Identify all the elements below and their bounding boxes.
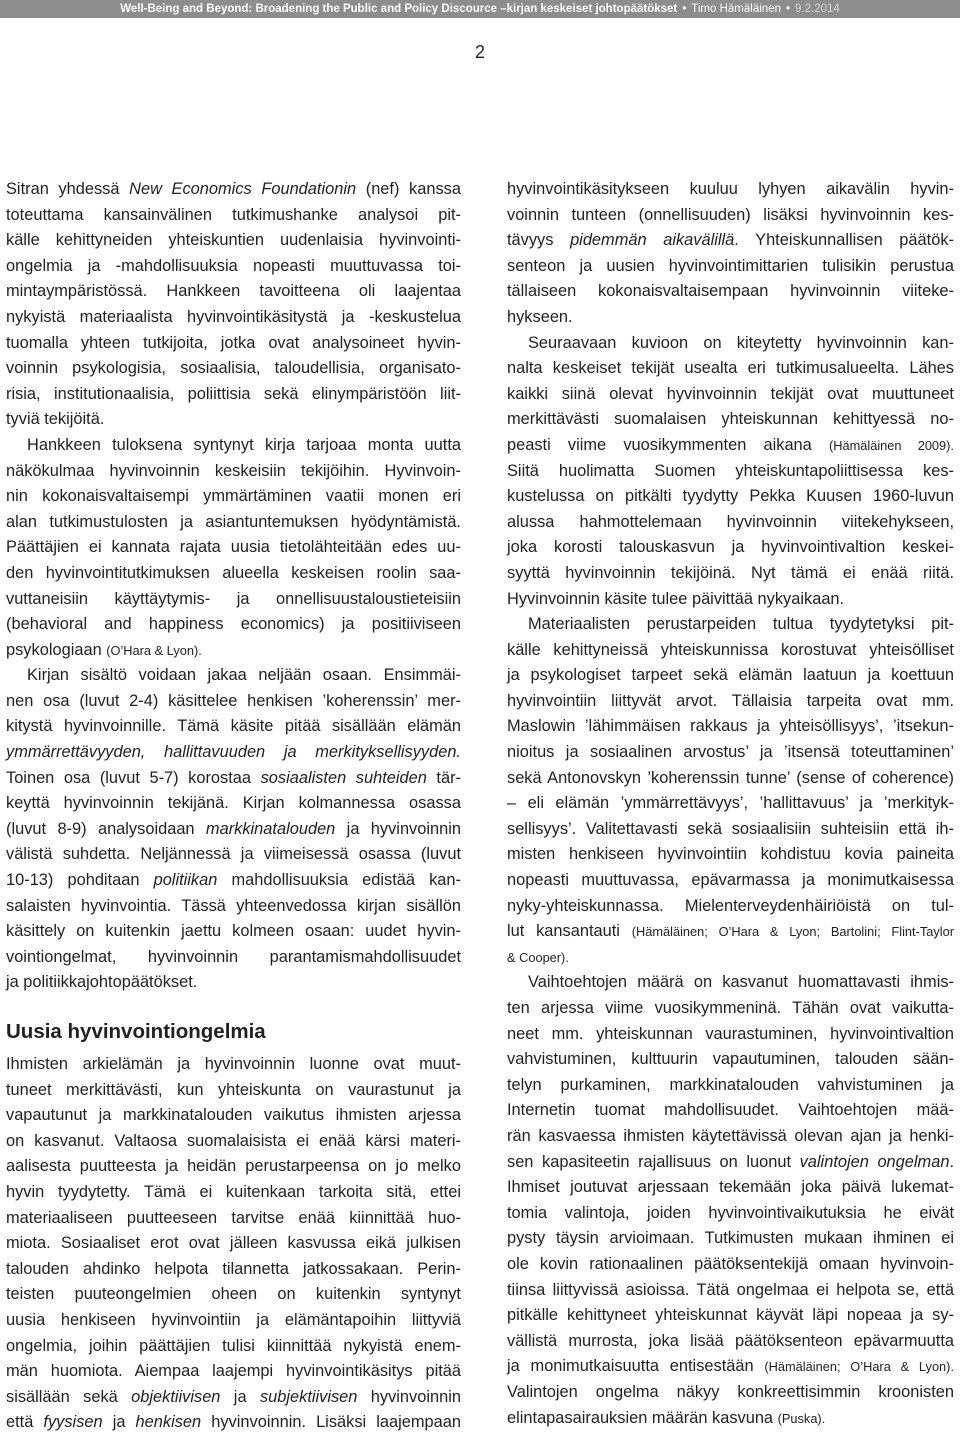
citation: (O’Hara & Lyon). xyxy=(106,642,202,658)
text-run: ja monimutkaisuutta entisestään xyxy=(507,1357,765,1376)
text-line xyxy=(507,996,954,1022)
text-run: Materiaalisten perustarpeiden tultua tyydytetyksi pit- xyxy=(528,615,954,634)
text-line xyxy=(6,689,461,715)
text-run: käsittely on kuitenkin jaettu kolmeen osaan: uudet hyvin- xyxy=(6,922,461,941)
text-run: neet mm. yhteiskunnan vaurastuminen, hyvinvointivaltion xyxy=(507,1024,954,1043)
text-run: vapautunut ja markkinatalouden vaikutus ihmisten arjessa xyxy=(6,1106,461,1125)
text-run: on kasvanut. Valtaosa suomalaisista ei enää kärsi materi- xyxy=(6,1131,461,1150)
text-line xyxy=(507,535,954,561)
section-heading: Uusia hyvinvointiongelmia xyxy=(6,1020,266,1043)
paragraph xyxy=(6,433,461,663)
text-line xyxy=(6,894,461,920)
text-run: teisten puuteongelmien oheen on kuitenkin syntynyt xyxy=(6,1285,461,1304)
text-run: pysty täysin arvioimaan. Tutkimusten mukaan ihminen ei xyxy=(507,1229,954,1248)
text-line xyxy=(507,459,954,485)
text-line xyxy=(507,177,954,203)
text-run: Siitä huolimatta Suomen yhteiskuntapoliittisessa kes- xyxy=(507,461,954,480)
text-line xyxy=(6,1308,461,1334)
text-run: (nef) kanssa xyxy=(356,180,461,198)
text-run: että xyxy=(6,1413,44,1432)
text-line xyxy=(6,945,461,971)
text-line xyxy=(6,459,461,485)
text-line xyxy=(507,842,954,868)
text-run: senteon ja uusien hyvinvointimittarien tulisikin perustua xyxy=(507,256,954,275)
text-run: hyvinvointiin liittyvät arvot. Tällaisia tarpeita ovat mm. xyxy=(507,691,954,710)
text-line xyxy=(507,766,954,792)
text-line xyxy=(6,1078,461,1104)
text-line xyxy=(6,791,461,817)
text-line xyxy=(6,663,461,689)
text-line xyxy=(6,1231,461,1257)
text-run: tär- xyxy=(426,768,461,787)
text-line xyxy=(507,689,954,715)
text-run: peasti viime vuosikymmenten aikana xyxy=(507,435,829,454)
text-line xyxy=(507,970,954,996)
text-run: psykologiaan xyxy=(6,640,107,659)
text-line xyxy=(507,1175,954,1201)
text-run: talouden ahdinko helpota tilannetta jatkossakaan. Perin- xyxy=(6,1259,461,1278)
text-line xyxy=(6,970,461,996)
text-line xyxy=(507,587,954,613)
text-line xyxy=(507,382,954,408)
text-line xyxy=(6,612,461,638)
citation: (Hämäläinen; O’Hara & Lyon; Bartolini; Flint-Taylor xyxy=(631,924,954,940)
text-run: sen kapasiteetin rajallisuus on luonut xyxy=(507,1152,800,1171)
text-line xyxy=(6,1052,461,1078)
text-run: hyvinvoinnin xyxy=(357,1387,461,1406)
text-run: kitystä hyvinvoinnille. Tämä käsite pitää sisällään elämän xyxy=(6,717,461,736)
text-line xyxy=(6,1103,461,1129)
text-run: Kirjan sisältö voidaan jakaa neljään osaan. Ensimmäi- xyxy=(27,666,461,685)
text-line xyxy=(6,561,461,587)
text-run: näkökulmaa hyvinvoinnin keskeisiin tekijöihin. Hyvinvoin- xyxy=(6,461,461,480)
text-run: vointiongelmat, hyvinvoinnin parantamismahdollisuudet xyxy=(6,947,461,966)
text-run: Sitran yhdessä xyxy=(6,180,130,198)
text-run: (behavioral and happiness economics) ja positiiviseen xyxy=(6,615,461,634)
text-run: joka korosti talouskasvun ja hyvinvointivaltion keskei- xyxy=(507,538,954,557)
text-line xyxy=(6,484,461,510)
text-run: nykyistä materiaalista hyvinvointikäsitystä ja -keskustelua xyxy=(6,307,461,326)
text-run: ole kovin rationaalinen päätöksentekijä omaan hyvinvoin- xyxy=(507,1254,954,1273)
text-line xyxy=(507,356,954,382)
text-run: män huomiota. Aiempaa laajempi hyvinvointikäsitys pitää xyxy=(6,1362,461,1381)
text-line xyxy=(507,894,954,920)
text-run: mahdollisuuksia edistää kan- xyxy=(217,871,461,890)
text-line xyxy=(507,1380,954,1406)
text-run: – eli elämän ’ymmärrettävyys’, ’hallittavuus’ ja ’merkityk- xyxy=(507,794,954,813)
text-run: telyn purkaminen, markkinatalouden vahvistuminen ja xyxy=(507,1075,954,1094)
paragraph xyxy=(507,177,954,331)
right-text-column xyxy=(507,177,954,1431)
text-run: tuneet merkittävästi, kun yhteiskunta on vaurastunut ja xyxy=(6,1080,461,1099)
header-title: Well-Being and Beyond: Broadening the Public and Policy Discource –kirjan keskeiset johtopäätökset xyxy=(120,3,678,15)
italic-run: henkisen xyxy=(135,1413,202,1432)
text-run: keyttä hyvinvoinnin tekijänä. Kirjan kolmannessa osassa xyxy=(6,794,461,813)
text-line xyxy=(507,1329,954,1355)
text-line xyxy=(6,1206,461,1232)
text-run: mintaympäristössä. Hankkeen tavoitteena oli laajentaa xyxy=(6,282,461,301)
citation: (Hämäläinen 2009). xyxy=(828,437,954,453)
text-line xyxy=(6,382,461,408)
italic-run: ymmärrettävyyden, hallittavuuden ja merkityksellisyyden. xyxy=(6,743,461,762)
italic-run: New Economics Foundationin xyxy=(129,180,357,198)
text-line xyxy=(6,1257,461,1283)
text-line xyxy=(6,535,461,561)
text-line xyxy=(507,1303,954,1329)
text-line xyxy=(507,714,954,740)
paragraph xyxy=(507,970,954,1431)
text-line xyxy=(507,1047,954,1073)
text-run: miota. Sosiaaliset erot ovat jälleen kasvussa eikä julkisen xyxy=(6,1234,461,1253)
text-line xyxy=(507,1406,954,1432)
text-line xyxy=(507,1201,954,1227)
text-line xyxy=(507,1354,954,1380)
text-line xyxy=(507,817,954,843)
text-run: hyvin tyydytetty. Tämä ei kuitenkaan tarkoita sitä, ettei xyxy=(6,1182,461,1201)
text-line xyxy=(507,484,954,510)
text-run: (luvut 8-9) analysoidaan xyxy=(6,819,206,838)
text-line xyxy=(6,1410,461,1436)
italic-run: objektiivisen xyxy=(131,1387,221,1406)
italic-run: subjektiivisen xyxy=(259,1387,358,1406)
text-run: nyky-yhteiskunnassa. Mielenterveydenhäiriöistä on tul- xyxy=(507,896,954,915)
text-line xyxy=(507,1073,954,1099)
text-line xyxy=(6,842,461,868)
text-run: rän kasvaessa ihmisten käytettävissä olevan ajan ja henki- xyxy=(507,1126,954,1145)
text-line xyxy=(6,587,461,613)
text-line xyxy=(507,1022,954,1048)
text-line xyxy=(6,510,461,536)
text-run: kustelussa on pitkälti tyydytty Pekka Kuusen 1960-luvun xyxy=(507,487,954,506)
paragraph xyxy=(6,663,461,996)
header-separator: • xyxy=(785,3,791,15)
text-line xyxy=(6,279,461,305)
text-run: hyvinvointikäsitykseen kuuluu lyhyen aikavälin hyvin- xyxy=(507,180,954,198)
text-line xyxy=(507,433,954,459)
text-run: Valintojen ongelma näkyy konkreettisimmin kroonisten xyxy=(507,1382,954,1401)
text-run: Hankkeen tuloksena syntynyt kirja tarjoaa monta uutta xyxy=(27,435,461,454)
text-line xyxy=(507,561,954,587)
text-line xyxy=(507,407,954,433)
text-run: den hyvinvointitutkimuksen alueella keskeisen roolin saa- xyxy=(6,563,461,582)
text-run: sekä Antonovskyn ’koherenssin tunne’ (sense of coherence) xyxy=(507,768,954,787)
text-run: hykseen. xyxy=(507,307,573,326)
text-run: pitkälle kehittyneet yhteiskunnat käyvät läpi nopeaa ja sy- xyxy=(507,1306,954,1325)
text-line xyxy=(6,1129,461,1155)
text-line xyxy=(6,1282,461,1308)
text-line xyxy=(6,433,461,459)
text-run: sisällään sekä xyxy=(6,1387,132,1406)
text-line xyxy=(507,612,954,638)
text-run: källe kehittyneiden yhteiskuntien uudenlaisia hyvinvointi- xyxy=(6,231,461,250)
text-run: syyttä hyvinvoinnin tekijöinä. Nyt tämä ei enää riitä. xyxy=(507,563,954,582)
text-run: Hyvinvoinnin käsite tulee päivittää nykyaikaan. xyxy=(507,589,845,608)
text-run: tyviä tekijöitä. xyxy=(6,410,105,429)
text-run: tävyys xyxy=(507,231,571,250)
text-run: nen osa (luvut 2-4) käsittelee henkisen ’koherenssin’ mer- xyxy=(6,691,461,710)
text-line xyxy=(507,1098,954,1124)
header-author: Timo Hämäläinen xyxy=(691,3,781,15)
text-line xyxy=(6,868,461,894)
text-run: Seuraavaan kuvioon on kiteytetty hyvinvoinnin kan- xyxy=(528,333,954,352)
left-text-column xyxy=(6,177,461,1436)
text-line xyxy=(507,228,954,254)
italic-run: pidemmän aikavälillä xyxy=(570,231,735,250)
text-run: uusia henkiseen hyvinvointiin ja elämäntapoihin liittyviä xyxy=(6,1310,461,1329)
paragraph xyxy=(6,177,461,433)
text-run: ongelmia ja -mahdollisuuksia nopeasti muuttuvassa toi- xyxy=(6,256,461,275)
italic-run: fyysisen xyxy=(43,1413,103,1432)
text-run: lut kansantauti xyxy=(507,922,632,941)
text-run: Vaihtoehtojen määrä on kasvanut huomattavasti ihmis- xyxy=(528,973,954,992)
text-run: misten henkiseen hyvinvointiin kohdistuu kovia paineita xyxy=(507,845,954,864)
text-line xyxy=(507,868,954,894)
text-run: voinnin psykologisia, sosiaalisia, taloudellisia, organisato- xyxy=(6,359,461,378)
text-run: ongelmia, joihin päättäjien tulisi kiinnittää nykyistä enem- xyxy=(6,1336,461,1355)
text-run: Maslowin ’lähimmäisen rakkaus ja yhteisöllisyys’, ’itsekun- xyxy=(507,717,954,736)
text-run: ja xyxy=(220,1387,260,1406)
text-run: alan tutkimustulosten ja asiantuntemuksen hyödyntämistä. xyxy=(6,512,461,531)
text-line xyxy=(6,254,461,280)
text-line xyxy=(507,945,954,971)
text-line xyxy=(6,740,461,766)
text-run: toteuttama kansainvälinen tutkimushanke analysoi pit- xyxy=(6,205,461,224)
paragraph xyxy=(6,1052,461,1436)
text-line xyxy=(6,356,461,382)
text-line xyxy=(6,638,461,664)
text-run: hyvinvoinnin. Lisäksi laajempaan xyxy=(201,1413,461,1432)
text-run: Internetin tuomat mahdollisuudet. Vaihtoehtojen mää- xyxy=(507,1101,954,1120)
text-line xyxy=(6,1334,461,1360)
text-line xyxy=(507,1124,954,1150)
text-line xyxy=(507,919,954,945)
text-line xyxy=(6,407,461,433)
text-line xyxy=(507,305,954,331)
text-line xyxy=(507,638,954,664)
text-run: vahvistuminen, kulttuurin vapautuminen, talouden sään- xyxy=(507,1050,954,1069)
citation: (Puska). xyxy=(777,1410,826,1426)
text-line xyxy=(507,1226,954,1252)
text-run: aalisesta puutteesta ja heidän perustarpeensa on jo melko xyxy=(6,1157,461,1176)
italic-run: markkinatalouden xyxy=(205,819,336,838)
italic-run: sosiaalisten suhteiden xyxy=(260,768,427,787)
page-number: 2 xyxy=(474,42,485,62)
text-run: källe kehittyneissä yhteiskunnissa korostuvat yhteisölliset xyxy=(507,640,954,659)
text-run: elintapasairauksien määrän kasvuna xyxy=(507,1408,778,1427)
text-run: tiinsa liittyvissä asioissa. Tätä ongelmaa ei helpota se, että xyxy=(507,1280,954,1299)
italic-run: valintojen ongelman xyxy=(799,1152,950,1171)
text-line xyxy=(6,1154,461,1180)
text-line xyxy=(507,740,954,766)
text-line xyxy=(6,1180,461,1206)
text-line xyxy=(507,663,954,689)
text-line xyxy=(6,203,461,229)
text-run: ja politiikkajohtopäätökset. xyxy=(6,973,198,992)
text-run: tällaiseen kokonaisvaltaisempaan hyvinvoinnin viiteke- xyxy=(507,282,954,301)
text-line xyxy=(507,791,954,817)
text-run: tomia valintoja, joiden hyvinvointivaikutuksia he eivät xyxy=(507,1203,954,1222)
citation: (Hämäläinen; O’Hara & Lyon). xyxy=(764,1359,954,1375)
text-line xyxy=(6,331,461,357)
text-line xyxy=(507,203,954,229)
text-run: ja hyvinvoinnin xyxy=(335,819,461,838)
text-run: . Yhteiskunnallisen päätök- xyxy=(734,231,954,250)
text-line xyxy=(507,331,954,357)
text-run: nalta keskeiset tekijät usealta eri tutkimusalueelta. Lähes xyxy=(507,359,954,378)
text-line xyxy=(507,279,954,305)
text-line xyxy=(507,1150,954,1176)
text-line xyxy=(6,1359,461,1385)
text-run: Ihmiset joutuvat arjessaan tekemään joka päivä lukemat- xyxy=(507,1178,954,1197)
text-line xyxy=(507,1278,954,1304)
paragraph xyxy=(507,612,954,970)
text-line xyxy=(507,1252,954,1278)
running-header xyxy=(0,0,960,18)
text-run: ja psykologiset tarpeet sekä elämän laatuun ja koettuun xyxy=(507,666,954,685)
text-line xyxy=(6,177,461,203)
text-run: välistä suhdetta. Neljännessä ja viimeisessä osassa (luvut xyxy=(6,845,461,864)
text-line xyxy=(6,1385,461,1411)
text-line xyxy=(6,305,461,331)
paragraph xyxy=(507,331,954,613)
header-separator: • xyxy=(682,3,687,15)
text-run: vällistä murrosta, joka lisää päätöksenteon epävarmuutta xyxy=(507,1331,954,1350)
text-line xyxy=(6,817,461,843)
text-run: ja xyxy=(102,1413,136,1432)
italic-run: politiikan xyxy=(153,871,218,890)
text-run: merkittävästi suomalaisen yhteiskunnan kehittyessä no- xyxy=(507,410,954,429)
text-run: Toinen osa (luvut 5-7) korostaa xyxy=(6,768,261,787)
text-run: tuomalla yhteen tutkijoita, jotka ovat analysoineet hyvin- xyxy=(6,333,461,352)
citation: & Cooper). xyxy=(507,949,569,965)
text-run: nopeasti muuttuvassa, epävarmassa ja monimutkaisessa xyxy=(507,871,954,890)
text-run: sellisyys’. Valitettavasti sekä sosiaalisiin suhteisiin että ih- xyxy=(507,819,954,838)
text-run: kaikki siinä olevat hyvinvoinnin tekijät ovat muuttuneet xyxy=(507,384,954,403)
text-line xyxy=(507,510,954,536)
text-line xyxy=(6,919,461,945)
text-line xyxy=(6,228,461,254)
text-run: Ihmisten arkielämän ja hyvinvoinnin luonne ovat muut- xyxy=(6,1055,461,1073)
text-run: 10-13) pohditaan xyxy=(6,871,154,890)
text-run: vuttaneisiin käyttäytymis- ja onnellisuustaloustieteisiin xyxy=(6,589,461,608)
header-date: 9.2.2014 xyxy=(795,3,840,15)
text-line xyxy=(6,714,461,740)
text-run: nin kokonaisvaltaisempi ymmärtäminen vaatii monen eri xyxy=(6,487,461,506)
text-run: . xyxy=(949,1152,954,1171)
text-line xyxy=(6,766,461,792)
text-run: materiaaliseen puutteeseen tarvitse enää kiinnittää huo- xyxy=(6,1208,461,1227)
text-run: alussa hahmottelemaan hyvinvoinnin viitekehykseen, xyxy=(507,512,954,531)
text-run: voinnin tunteen (onnellisuuden) lisäksi hyvinvoinnin kes- xyxy=(507,205,954,224)
text-run: risia, institutionaalisia, poliittisia sekä elinympäristöön liit- xyxy=(6,384,461,403)
text-run: Päättäjien ei kannata rajata uusia tietolähteitään edes uu- xyxy=(6,538,461,557)
text-run: nioitus ja sosiaalinen arvostus’ ja ’itsensä toteuttaminen’ xyxy=(507,743,954,762)
text-line xyxy=(507,254,954,280)
text-run: salaisten hyvinvointia. Tässä yhteenvedossa kirjan sisällön xyxy=(6,896,461,915)
text-run: ten arjessa viime vuosikymmeninä. Tähän ovat vaikutta- xyxy=(507,999,954,1017)
